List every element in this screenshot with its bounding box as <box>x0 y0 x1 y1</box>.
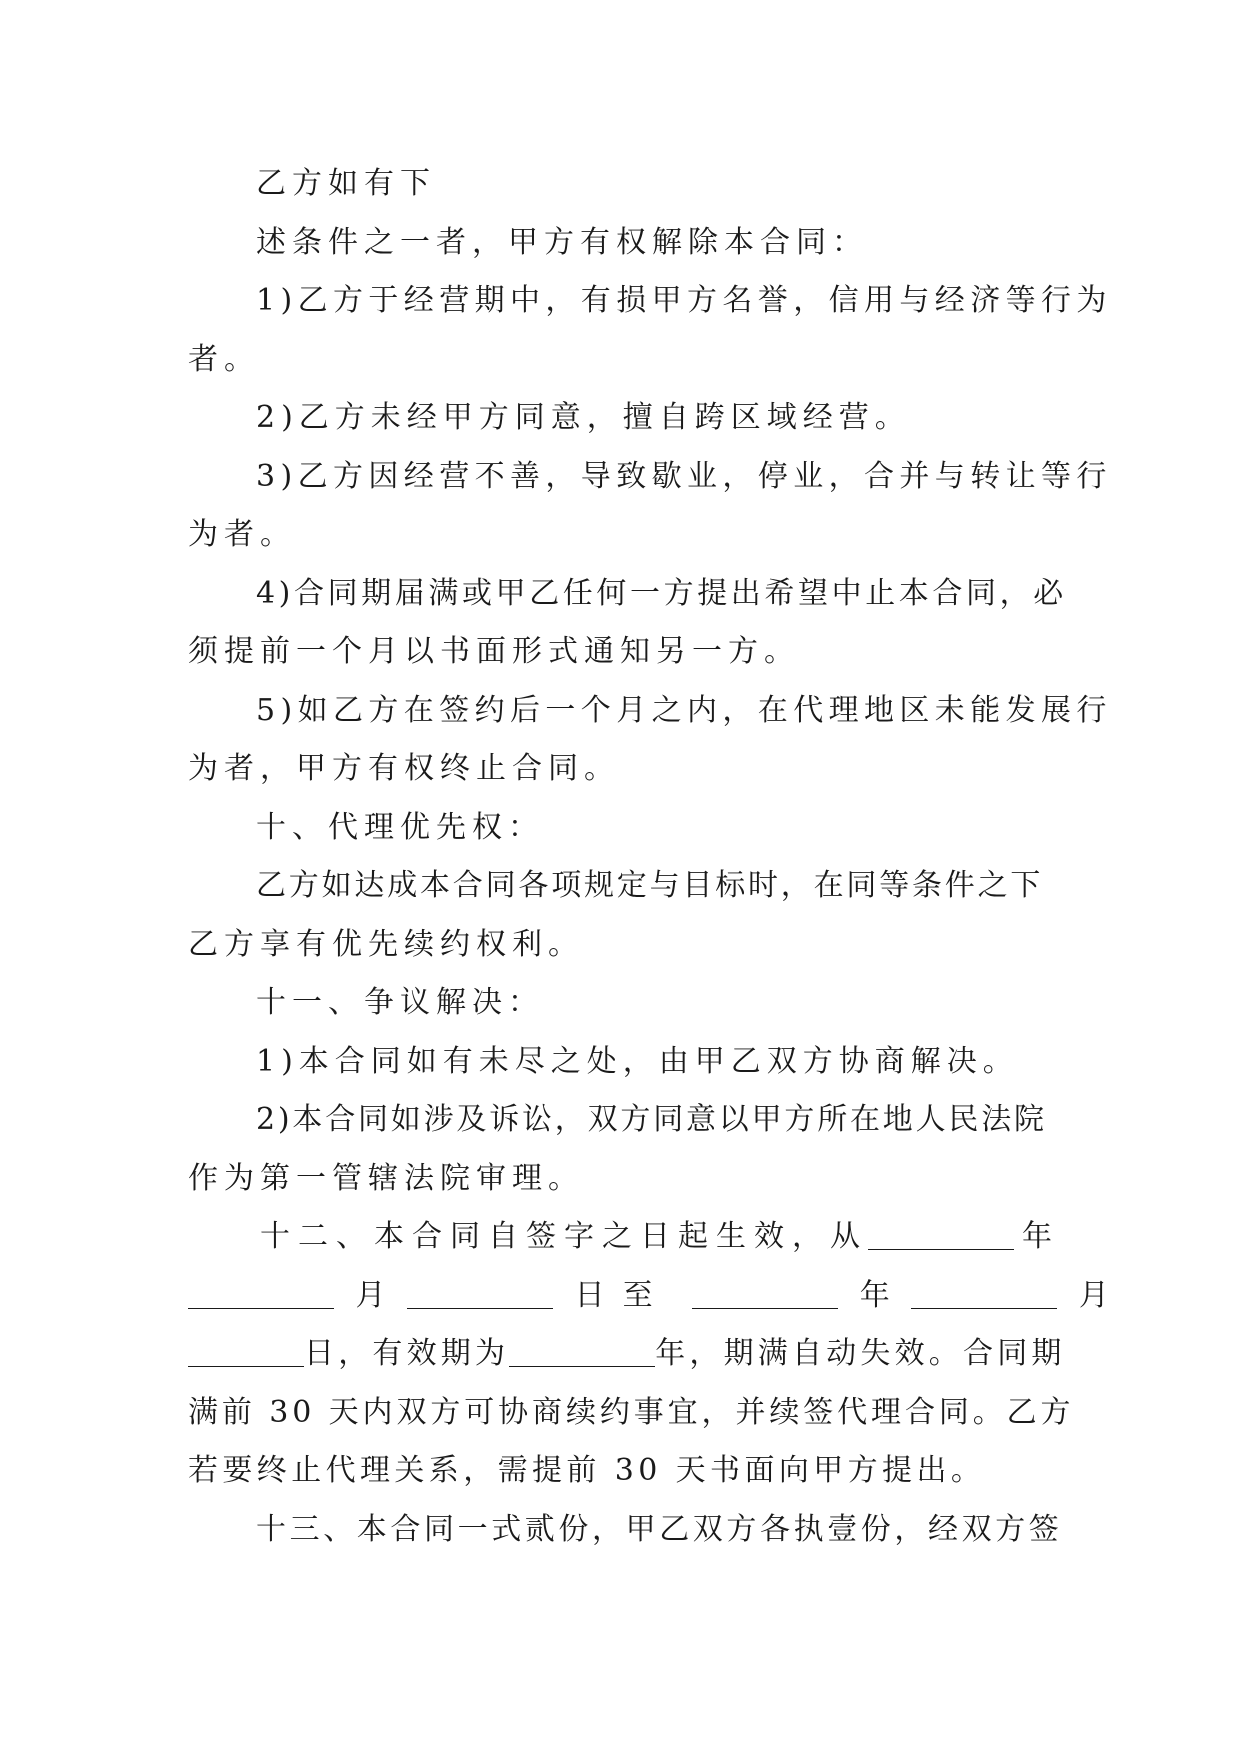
clause12-line1 <box>188 1208 1060 1267</box>
blank-field[interactable] <box>188 1278 334 1309</box>
paragraph-line: 为者。 <box>188 517 296 552</box>
paragraph-line: 作为第一管辖法院审理。 <box>188 1160 584 1196</box>
paragraph-line: 乙方享有优先续约权利。 <box>188 926 584 962</box>
paragraph-line: 1)乙方于经营期中，有损甲方名誉，信用与经济等行为 <box>256 283 1112 318</box>
section-heading: 十、代理优先权： <box>256 809 544 845</box>
clause12-line2 <box>188 1267 1109 1326</box>
clause12-text: 年，期满自动失效。合同期 <box>655 1336 1066 1371</box>
paragraph-line: 须提前一个月以书面形式通知另一方。 <box>188 634 800 669</box>
clause12-day-to: 日至 <box>574 1277 671 1313</box>
blank-field[interactable] <box>692 1278 838 1309</box>
document-body <box>188 155 1112 1559</box>
paragraph-line: 2)本合同如涉及诉讼，双方同意以甲方所在地人民法院 <box>256 1102 1047 1137</box>
paragraph-line: 十三、本合同一式贰份，甲乙双方各执壹份，经双方签 <box>256 1511 1063 1547</box>
clause12-text: 日，有效期为 <box>304 1336 510 1371</box>
paragraph-line: 乙方如达成本合同各项规定与目标时，在同等条件之下 <box>256 868 1044 903</box>
clause12-line3 <box>188 1325 1066 1384</box>
paragraph-line: 为者，甲方有权终止合同。 <box>188 751 620 786</box>
clause12-year: 年 <box>859 1277 890 1313</box>
paragraph-line: 2)乙方未经甲方同意，擅自跨区域经营。 <box>256 400 911 435</box>
clause12-text: 十二、本合同自签字之日起生效，从 <box>260 1219 868 1254</box>
clause12-month: 月 <box>355 1277 386 1313</box>
section-heading: 十一、争议解决： <box>256 985 544 1020</box>
blank-field[interactable] <box>509 1336 655 1367</box>
paragraph-line: 5)如乙方在签约后一个月之内，在代理地区未能发展行 <box>256 692 1112 728</box>
blank-field[interactable] <box>407 1278 553 1309</box>
blank-field[interactable] <box>188 1336 304 1367</box>
paragraph-line: 满前 30 天内双方可协商续约事宜，并续签代理合同。乙方 <box>188 1394 1075 1430</box>
paragraph-line: 若要终止代理关系，需提前 30 天书面向甲方提出。 <box>188 1453 986 1488</box>
clause12-month: 月 <box>1078 1277 1109 1313</box>
paragraph-line: 述条件之一者，甲方有权解除本合同： <box>256 224 868 260</box>
clause12-year: 年 <box>1022 1219 1060 1254</box>
blank-field[interactable] <box>868 1219 1014 1250</box>
paragraph-line: 3)乙方因经营不善，导致歇业，停业，合并与转让等行 <box>256 458 1112 494</box>
paragraph-line: 4)合同期届满或甲乙任何一方提出希望中止本合同，必 <box>256 575 1067 611</box>
paragraph-line: 者。 <box>188 341 260 377</box>
blank-field[interactable] <box>911 1278 1057 1309</box>
paragraph-line: 乙方如有下 <box>256 166 436 201</box>
paragraph-line: 1)本合同如有未尽之处，由甲乙双方协商解决。 <box>256 1043 1019 1079</box>
